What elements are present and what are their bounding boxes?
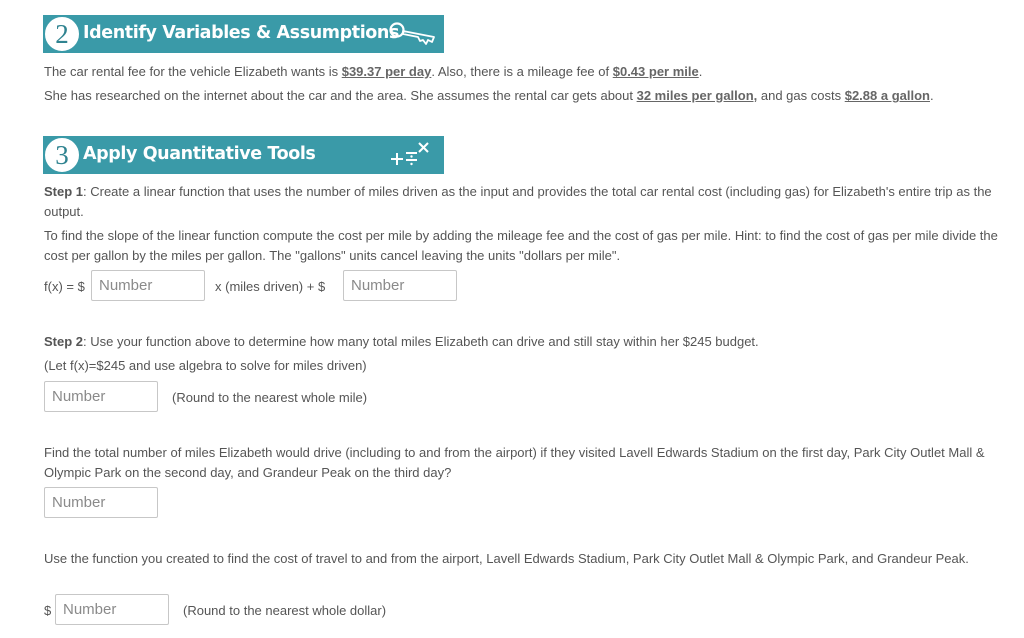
section-3-title: Apply Quantitative Tools bbox=[83, 144, 316, 164]
section-2-header bbox=[43, 15, 444, 53]
mpg-value: 32 miles per gallon, bbox=[636, 88, 758, 103]
rental-fee-value: $39.37 per day bbox=[341, 64, 432, 79]
assumption-text: She has researched on the internet about the car and the area. She assumes the rental car gets about bbox=[44, 88, 637, 103]
step-1-hint: To find the slope of the linear function compute the cost per mile by adding the mileage fee and the cost of gas per mile. Hint: to find the cost of gas per mile divide the cost per gallon by the miles per gallon. The "gallons" units cancel leaving the units "dollars per mile". bbox=[44, 228, 998, 263]
miles-budget-input[interactable] bbox=[44, 381, 158, 412]
step-2-text: : Use your function above to determine how many total miles Elizabeth can drive and still stay within her $245 budget. bbox=[83, 334, 759, 349]
gas-cost-value: $2.88 a gallon bbox=[844, 88, 930, 103]
section-number-badge: 2 bbox=[43, 15, 81, 53]
intercept-input[interactable] bbox=[343, 270, 457, 301]
step-2-instructions bbox=[44, 332, 1004, 352]
section-2-title: Identify Variables & Assumptions bbox=[83, 23, 399, 43]
step-2-subtext: (Let f(x)=$245 and use algebra to solve for miles driven) bbox=[44, 358, 367, 373]
assumption-text: . Also, there is a mileage fee of bbox=[431, 64, 613, 79]
round-mile-note: (Round to the nearest whole mile) bbox=[172, 390, 368, 405]
assumption-line-1 bbox=[44, 62, 702, 82]
x-miles-label: x (miles driven) + $ bbox=[215, 279, 326, 294]
key-icon bbox=[387, 19, 439, 49]
math-operators-icon bbox=[387, 140, 439, 170]
assumption-text: The car rental fee for the vehicle Elizabeth wants is bbox=[44, 64, 342, 79]
section-number-badge: 3 bbox=[43, 136, 81, 174]
total-miles-input[interactable] bbox=[44, 487, 158, 518]
step-1-text: : Create a linear function that uses the number of miles driven as the input and provides the total car rental cost (including gas) for Elizabeth's entire trip as the output. bbox=[44, 184, 992, 219]
assumption-text: . bbox=[698, 64, 703, 79]
round-dollar-note: (Round to the nearest whole dollar) bbox=[183, 603, 387, 618]
assumption-text: and gas costs bbox=[757, 88, 845, 103]
step-2-label: Step 2 bbox=[44, 334, 84, 349]
section-3-header bbox=[43, 136, 444, 174]
travel-cost-question: Use the function you created to find the cost of travel to and from the airport, Lavell Edwards Stadium, Park City Outlet Mall & Olympic Park, and Grandeur Peak. bbox=[44, 551, 969, 566]
travel-cost-input[interactable] bbox=[55, 594, 169, 625]
step-1-instructions bbox=[44, 182, 1004, 222]
step-1-label: Step 1 bbox=[44, 184, 84, 199]
total-miles-question: Find the total number of miles Elizabeth would drive (including to and from the airport) if they visited Lavell Edwards Stadium on the first day, Park City Outlet Mall & Olympic Park on the second day, and Grandeur Peak on the third day? bbox=[44, 445, 985, 480]
dollar-sign-label: $ bbox=[44, 603, 52, 618]
function-prefix: f(x) = $ bbox=[44, 279, 85, 294]
assumption-line-2 bbox=[44, 86, 934, 106]
slope-input[interactable] bbox=[91, 270, 205, 301]
mileage-fee-value: $0.43 per mile bbox=[612, 64, 699, 79]
assumption-text: . bbox=[929, 88, 934, 103]
